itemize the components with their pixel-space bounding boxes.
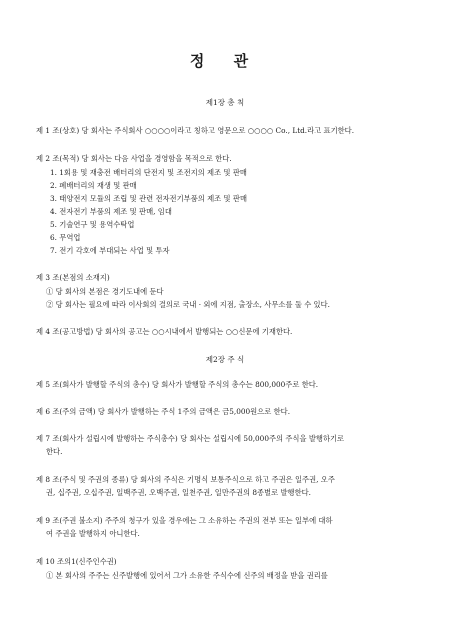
article-2-item: 5. 기술연구 및 용역수탁업 xyxy=(50,220,135,229)
article-2-item: 4. 전자전기 부품의 제조 및 판매, 임대 xyxy=(50,207,172,216)
article-2-item: 3. 태양전지 모듈의 조립 및 관련 전자전기부품의 제조 및 판매 xyxy=(50,194,248,203)
article-7: 제 7 조(회사가 설립시에 발행하는 주식총수) 당 회사는 설립시에 50,000주의 주식을 발행하기로 xyxy=(36,434,345,443)
article-3-item: ② 당 회사는 필요에 따라 이사회의 결의로 국내 · 외에 지점, 출장소, 사무소를 둘 수 있다. xyxy=(46,300,330,309)
article-1: 제 1 조(상호) 당 회사는 주식회사 ○○○○이라고 칭하고 영문으로 ○○○○ Co., Ltd.라고 표기한다. xyxy=(36,126,355,135)
article-10-item: ① 본 회사의 주주는 신주발행에 있어서 그가 소유한 주식수에 신주의 배정을 받을 권리를 xyxy=(46,571,328,580)
article-8-continuation: 권, 십주권, 오십주권, 일백주권, 오백주권, 일천주권, 일만주권의 8종별로 발행한다. xyxy=(46,488,311,497)
document-title: 정 관 xyxy=(189,52,261,70)
article-2: 제 2 조(목적) 당 회사는 다음 사업을 경영함을 목적으로 한다. xyxy=(36,154,232,163)
article-4: 제 4 조(공고방법) 당 회사의 공고는 ○○시내에서 발행되는 ○○신문에 기재한다. xyxy=(36,327,293,336)
article-7-continuation: 한다. xyxy=(46,447,63,456)
chapter-2-heading: 제2장 주 식 xyxy=(205,355,245,364)
article-9: 제 9 조(주권 불소지) 주주의 청구가 있을 경우에는 그 소유하는 주권의 전부 또는 일부에 대하 xyxy=(36,516,333,525)
article-3: 제 3 조(본점의 소재지) xyxy=(36,273,110,282)
article-8: 제 8 조(주식 및 주권의 종류) 당 회사의 주식은 기명식 보통주식으로 하고 주권은 일주권, 오주 xyxy=(36,475,335,484)
article-2-item: 7. 전기 각호에 부대되는 사업 및 투자 xyxy=(50,246,170,255)
article-3-item: ① 당 회사의 본점은 경기도내에 둔다 xyxy=(46,287,164,296)
article-10: 제 10 조의1(신주인수권) xyxy=(36,557,117,566)
article-6: 제 6 조(주의 금액) 당 회사가 발행하는 주식 1주의 금액은 금5,000원으로 한다. xyxy=(36,407,291,416)
article-5: 제 5 조(회사가 발행할 주식의 총수) 당 회사가 발행할 주식의 총수는 800,000주로 한다. xyxy=(36,380,319,389)
article-2-item: 2. 폐배터리의 재생 및 판매 xyxy=(50,181,137,190)
chapter-1-heading: 제1장 총 칙 xyxy=(205,98,245,107)
article-9-continuation: 여 주권을 발행하지 아니한다. xyxy=(46,529,140,538)
article-2-item: 6. 무역업 xyxy=(50,233,81,242)
article-2-item: 1. 1회용 및 재충전 배터리의 단전지 및 조전지의 제조 및 판매 xyxy=(50,168,247,177)
